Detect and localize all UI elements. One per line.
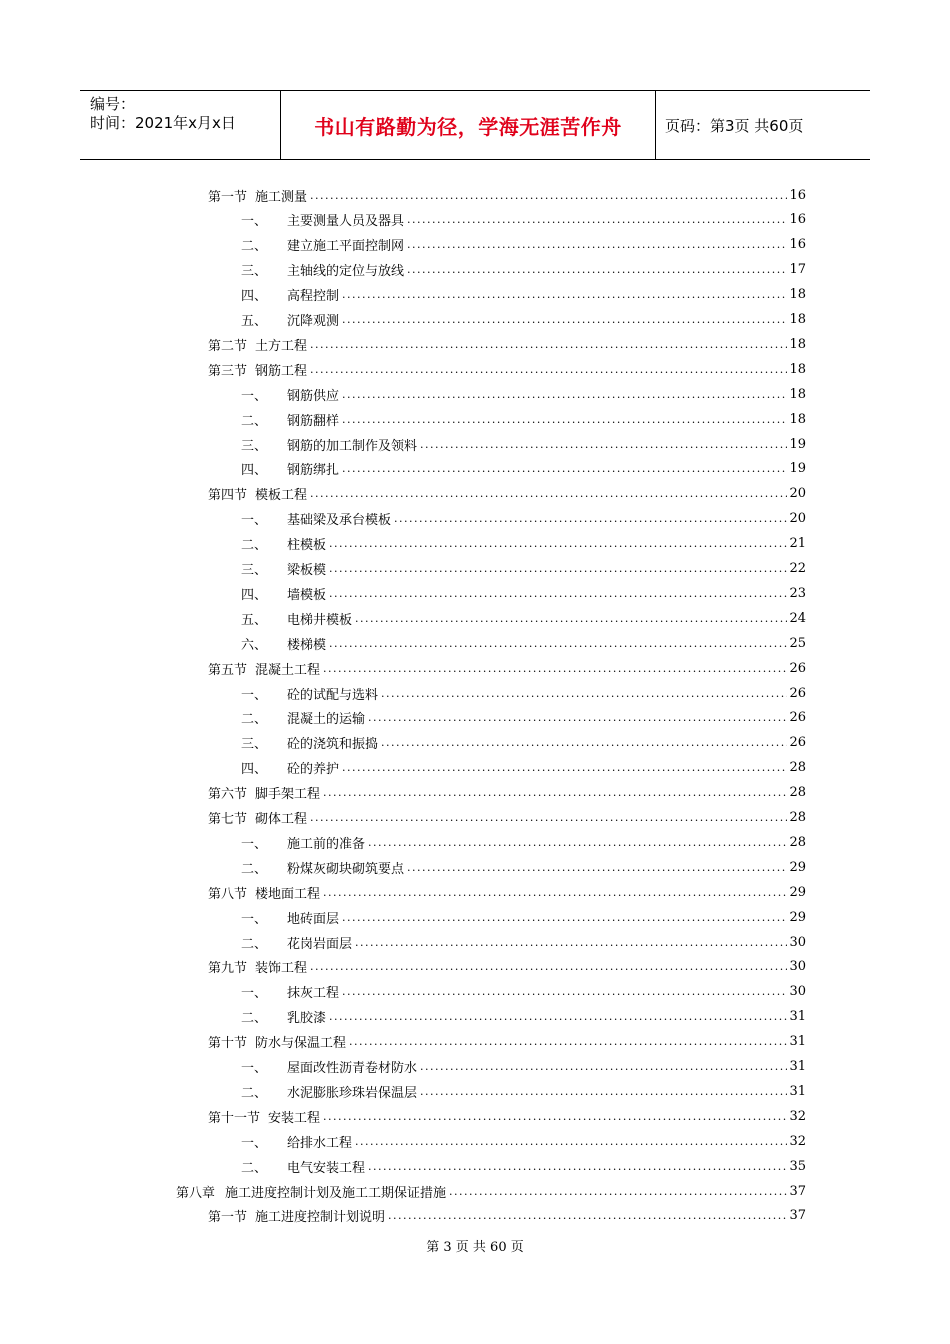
toc-entry-title: 楼梯模 (287, 637, 327, 653)
toc-entry-title: 柱模板 (287, 538, 327, 554)
header-motto: 书山有路勤为径，学海无涯苦作舟 (314, 114, 622, 139)
toc-entry-title: 建立施工平面控制网 (287, 239, 405, 255)
toc-dot-leader (407, 213, 787, 226)
toc-entry-number: 一、 (241, 687, 268, 703)
toc-entry-title: 防水与保温工程 (255, 1036, 347, 1052)
toc-dot-leader (381, 736, 787, 749)
toc-entry[interactable] (241, 1079, 806, 1103)
toc-entry-page: 21 (789, 536, 806, 552)
toc-entry-number: 二、 (241, 538, 268, 554)
toc-entry-page: 18 (789, 386, 806, 402)
toc-entry-page: 31 (789, 1083, 806, 1099)
toc-entry-page: 28 (789, 834, 806, 850)
toc-entry-title: 脚手架工程 (255, 787, 321, 803)
toc-dot-leader (323, 662, 787, 675)
toc-entry[interactable] (241, 432, 806, 456)
toc-entry-title: 钢筋的加工制作及领料 (287, 438, 418, 454)
toc-entry[interactable] (241, 606, 806, 630)
toc-entry-title: 钢筋翻样 (287, 413, 340, 429)
toc-dot-leader (368, 711, 787, 724)
toc-entry-page: 35 (789, 1158, 806, 1174)
toc-entry-page: 29 (789, 909, 806, 925)
toc-dot-leader (329, 587, 787, 600)
toc-entry[interactable] (208, 656, 806, 680)
toc-entry-number: 第八章 (176, 1185, 216, 1201)
toc-entry-title: 混凝土的运输 (287, 712, 366, 728)
toc-entry[interactable] (241, 1129, 806, 1153)
toc-entry-page: 29 (789, 884, 806, 900)
toc-entry[interactable] (241, 905, 806, 929)
toc-dot-leader (381, 687, 787, 700)
toc-dot-leader (329, 562, 787, 575)
toc-entry-page: 25 (789, 635, 806, 651)
toc-entry-title: 施工进度控制计划及施工工期保证措施 (225, 1185, 447, 1201)
toc-entry-page: 26 (789, 685, 806, 701)
toc-entry-title: 乳胶漆 (287, 1011, 327, 1027)
toc-entry[interactable] (208, 482, 806, 506)
header-divider (655, 91, 656, 159)
toc-dot-leader (342, 462, 787, 475)
toc-entry-number: 三、 (241, 563, 268, 578)
toc-entry-number: 二、 (241, 1160, 268, 1176)
toc-entry[interactable] (241, 258, 806, 282)
toc-entry-title: 梁板模 (287, 563, 327, 578)
toc-entry-number: 四、 (241, 463, 268, 479)
toc-entry-title: 电气安装工程 (287, 1160, 366, 1176)
toc-entry-page: 31 (789, 1059, 806, 1074)
toc-entry-page: 20 (789, 511, 806, 527)
toc-dot-leader (355, 936, 787, 949)
toc-dot-leader (349, 1035, 787, 1048)
toc-entry-title: 砼的浇筑和振捣 (287, 737, 379, 753)
document-number-label: 编号： (90, 95, 136, 113)
toc-entry-title: 装饰工程 (255, 961, 308, 977)
toc-entry-page: 29 (789, 859, 806, 875)
toc-entry-number: 二、 (241, 413, 268, 429)
toc-entry-page: 32 (789, 1108, 806, 1124)
toc-entry-page: 18 (789, 287, 806, 303)
toc-dot-leader (323, 886, 787, 899)
toc-entry-number: 四、 (241, 762, 268, 778)
toc-entry[interactable] (241, 507, 806, 531)
toc-entry-title: 粉煤灰砌块砌筑要点 (287, 861, 405, 877)
toc-entry-page: 23 (789, 585, 806, 601)
toc-entry[interactable] (241, 233, 806, 257)
toc-entry-page: 30 (789, 959, 806, 975)
toc-entry-page: 31 (789, 1009, 806, 1025)
toc-entry-number: 第六节 (208, 787, 248, 803)
toc-dot-leader (310, 487, 787, 500)
toc-entry[interactable] (241, 532, 806, 556)
toc-dot-leader (310, 960, 787, 973)
toc-dot-leader (342, 761, 787, 774)
toc-entry[interactable] (241, 631, 806, 655)
toc-entry-title: 沉降观测 (287, 314, 340, 329)
toc-entry-page: 17 (789, 262, 806, 278)
toc-entry-page: 24 (789, 610, 806, 626)
toc-entry[interactable] (241, 980, 806, 1004)
toc-entry-title: 安装工程 (268, 1110, 321, 1126)
toc-dot-leader (355, 1135, 787, 1148)
toc-entry-page: 30 (789, 984, 806, 1000)
toc-entry-number: 二、 (241, 861, 268, 877)
toc-entry-page: 18 (789, 312, 806, 327)
toc-dot-leader (388, 1209, 787, 1222)
toc-dot-leader (329, 537, 787, 550)
toc-dot-leader (342, 413, 787, 426)
toc-entry-page: 30 (789, 934, 806, 950)
toc-dot-leader (342, 313, 787, 326)
toc-entry-page: 28 (789, 785, 806, 801)
toc-entry[interactable] (241, 1005, 806, 1029)
toc-dot-leader (310, 338, 787, 351)
toc-entry-number: 一、 (241, 214, 268, 230)
toc-entry-number: 二、 (241, 1011, 268, 1027)
toc-entry[interactable] (241, 308, 806, 332)
toc-entry-title: 砌体工程 (255, 812, 308, 827)
toc-dot-leader (342, 985, 787, 998)
toc-entry[interactable] (241, 1154, 806, 1178)
toc-dot-leader (407, 263, 787, 276)
toc-entry-title: 钢筋绑扎 (287, 463, 340, 479)
toc-entry[interactable] (241, 407, 806, 431)
header-page-code: 页码：第3页 共60页 (665, 116, 804, 135)
toc-entry-number: 一、 (241, 986, 268, 1002)
toc-entry-number: 三、 (241, 737, 268, 753)
toc-entry-page: 16 (789, 212, 806, 228)
toc-entry-page: 18 (789, 411, 806, 427)
toc-entry-title: 花岗岩面层 (287, 936, 353, 952)
toc-entry[interactable] (208, 880, 806, 904)
toc-entry-number: 二、 (241, 239, 268, 255)
toc-entry[interactable] (208, 332, 806, 356)
toc-entry-number: 第一节 (208, 189, 248, 205)
toc-entry-title: 水泥膨胀珍珠岩保温层 (287, 1085, 418, 1101)
toc-entry-title: 给排水工程 (287, 1135, 353, 1151)
toc-entry-title: 高程控制 (287, 289, 340, 305)
toc-entry-title: 钢筋供应 (287, 388, 340, 404)
toc-entry-number: 第七节 (208, 812, 248, 827)
toc-dot-leader (368, 1160, 787, 1173)
toc-entry-page: 28 (789, 810, 806, 825)
toc-entry-number: 四、 (241, 289, 268, 305)
toc-dot-leader (420, 1085, 787, 1098)
toc-entry-page: 16 (789, 187, 806, 203)
toc-entry[interactable] (241, 208, 806, 232)
toc-entry-title: 混凝土工程 (255, 662, 321, 678)
toc-entry[interactable] (241, 756, 806, 780)
toc-entry-title: 基础梁及承台模板 (287, 513, 392, 529)
toc-entry-title: 屋面改性沥青卷材防水 (287, 1061, 418, 1076)
page-header (80, 90, 870, 160)
toc-entry-number: 一、 (241, 513, 268, 529)
toc-dot-leader (323, 1110, 787, 1123)
toc-entry[interactable] (241, 830, 806, 854)
toc-entry-number: 第八节 (208, 886, 248, 902)
toc-entry-page: 19 (789, 461, 806, 477)
toc-dot-leader (394, 512, 787, 525)
toc-entry-title: 电梯井模板 (287, 612, 353, 628)
toc-dot-leader (310, 363, 787, 376)
toc-entry-title: 抹灰工程 (287, 986, 340, 1002)
toc-entry[interactable] (208, 1104, 806, 1128)
toc-entry[interactable] (241, 557, 806, 581)
toc-entry-page: 19 (789, 436, 806, 452)
toc-dot-leader (323, 786, 787, 799)
toc-entry[interactable] (241, 283, 806, 307)
toc-entry-number: 三、 (241, 438, 268, 454)
toc-entry-page: 18 (789, 336, 806, 352)
toc-dot-leader (342, 288, 787, 301)
toc-entry-title: 施工测量 (255, 189, 308, 205)
toc-entry-number: 二、 (241, 936, 268, 952)
toc-entry-number: 四、 (241, 587, 268, 603)
toc-entry[interactable] (241, 930, 806, 954)
toc-entry-title: 地砖面层 (287, 911, 340, 927)
toc-entry-number: 五、 (241, 314, 268, 329)
toc-entry[interactable] (208, 1204, 806, 1228)
toc-entry-number: 第三节 (208, 363, 248, 379)
toc-entry-page: 16 (789, 237, 806, 253)
toc-entry-title: 钢筋工程 (255, 363, 308, 379)
toc-dot-leader (420, 438, 787, 451)
toc-dot-leader (407, 861, 787, 874)
toc-entry[interactable] (241, 581, 806, 605)
toc-entry-title: 施工前的准备 (287, 836, 366, 852)
toc-entry-title: 主轴线的定位与放线 (287, 264, 405, 280)
toc-entry-page: 18 (789, 361, 806, 377)
toc-entry-title: 墙模板 (287, 587, 327, 603)
toc-entry-number: 一、 (241, 1061, 268, 1076)
toc-entry-number: 二、 (241, 712, 268, 728)
toc-entry-page: 22 (789, 561, 806, 576)
toc-entry-title: 施工进度控制计划说明 (255, 1210, 386, 1226)
toc-dot-leader (420, 1060, 787, 1073)
toc-dot-leader (329, 637, 787, 650)
toc-entry-page: 26 (789, 735, 806, 751)
toc-dot-leader (368, 836, 787, 849)
toc-entry[interactable] (208, 781, 806, 805)
toc-entry[interactable] (208, 955, 806, 979)
toc-entry-number: 第十一节 (208, 1110, 261, 1126)
toc-entry[interactable] (208, 1030, 806, 1054)
toc-dot-leader (342, 911, 787, 924)
toc-entry-title: 楼地面工程 (255, 886, 321, 902)
toc-dot-leader (342, 388, 787, 401)
header-meta (90, 95, 236, 133)
toc-entry-number: 一、 (241, 388, 268, 404)
toc-entry[interactable] (241, 681, 806, 705)
toc-entry[interactable] (208, 183, 806, 207)
toc-entry-number: 第十节 (208, 1036, 248, 1052)
toc-dot-leader (310, 811, 787, 824)
toc-entry[interactable] (241, 457, 806, 481)
toc-entry-page: 26 (789, 710, 806, 726)
toc-entry-page: 37 (789, 1208, 806, 1224)
toc-entry[interactable] (241, 1055, 806, 1079)
toc-entry-number: 第五节 (208, 662, 248, 678)
toc-dot-leader (355, 612, 787, 625)
toc-entry-page: 20 (789, 486, 806, 502)
toc-entry-page: 26 (789, 660, 806, 676)
toc-entry-number: 五、 (241, 612, 268, 628)
document-time-label: 时间：2021年x月x日 (90, 114, 236, 132)
toc-entry-number: 第四节 (208, 488, 248, 504)
toc-entry-page: 28 (789, 760, 806, 776)
toc-entry-title: 主要测量人员及器具 (287, 214, 405, 230)
toc-entry-number: 一、 (241, 1135, 268, 1151)
toc-entry[interactable] (241, 855, 806, 879)
toc-dot-leader (329, 1010, 787, 1023)
toc-entry-number: 第二节 (208, 338, 248, 354)
page-footer: 第 3 页 共 60 页 (426, 1240, 524, 1255)
toc-entry-title: 土方工程 (255, 338, 308, 354)
toc-entry-number: 第一节 (208, 1210, 248, 1226)
toc-entry-title: 砼的试配与选料 (287, 687, 379, 703)
toc-entry-page: 31 (789, 1034, 806, 1050)
toc-entry-number: 一、 (241, 911, 268, 927)
toc-dot-leader (407, 238, 787, 251)
toc-entry-number: 一、 (241, 836, 268, 852)
toc-entry-title: 模板工程 (255, 488, 308, 504)
toc-entry[interactable] (208, 806, 806, 830)
toc-dot-leader (310, 189, 787, 202)
toc-entry-page: 37 (789, 1183, 806, 1199)
toc-entry-number: 二、 (241, 1085, 268, 1101)
toc-entry[interactable] (241, 382, 806, 406)
toc-entry-number: 第九节 (208, 961, 248, 977)
toc-entry[interactable] (176, 1179, 806, 1203)
toc-entry[interactable] (241, 731, 806, 755)
toc-entry[interactable] (241, 706, 806, 730)
toc-entry-page: 32 (789, 1133, 806, 1149)
toc-entry[interactable] (208, 357, 806, 381)
toc-entry-number: 六、 (241, 637, 268, 653)
toc-dot-leader (449, 1185, 787, 1198)
toc-entry-title: 砼的养护 (287, 762, 340, 778)
toc-entry-number: 三、 (241, 264, 268, 280)
